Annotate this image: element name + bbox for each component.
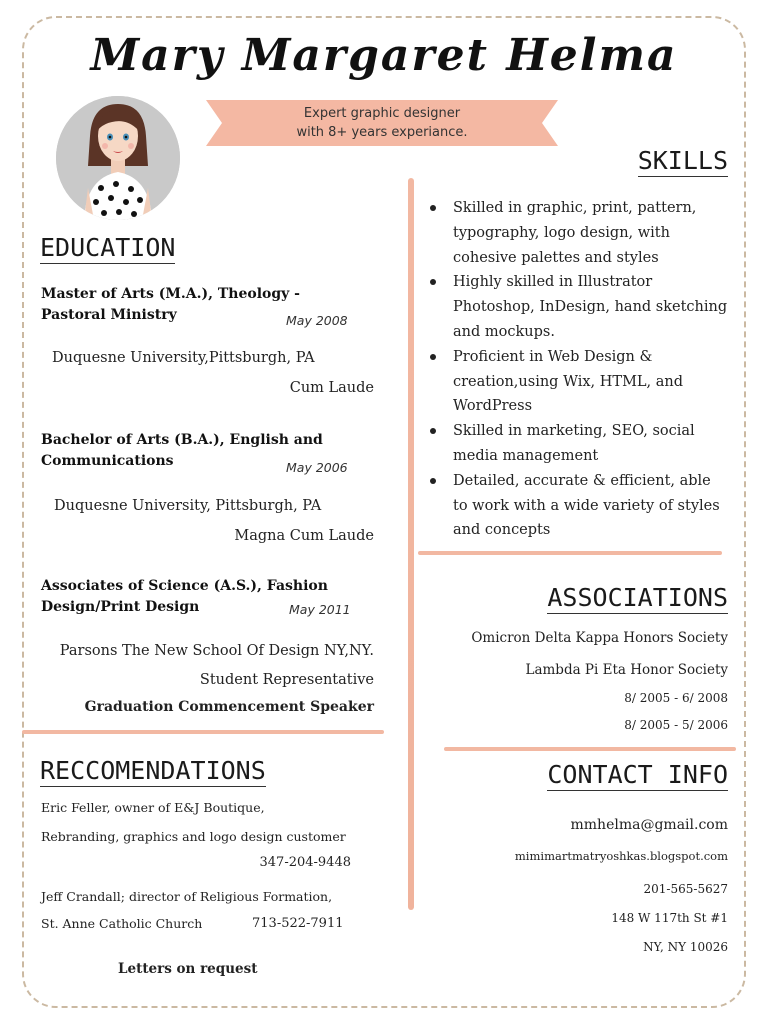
association-item: Lambda Pi Eta Honor Society xyxy=(525,662,728,678)
contact-title: CONTACT INFO xyxy=(547,760,728,789)
education-school: Parsons The New School Of Design NY,NY. xyxy=(59,643,374,659)
tagline-text xyxy=(206,104,558,142)
contact-address: 148 W 117th St #1 xyxy=(611,911,728,925)
degree-line: Bachelor of Arts (B.A.), English and xyxy=(41,432,323,448)
education-honor: Magna Cum Laude xyxy=(234,528,374,544)
associations-divider xyxy=(444,747,736,751)
skill-item: Proficient in Web Design & creation,using Wix, HTML, and WordPress xyxy=(428,345,728,419)
education-date: May 2011 xyxy=(289,602,351,617)
education-honor: Student Representative xyxy=(199,672,374,688)
degree-line: Communications xyxy=(41,453,174,469)
degree-line: Associates of Science (A.S.), Fashion xyxy=(41,578,328,594)
skill-item: Detailed, accurate & efficient, able to work with a wide variety of styles and concepts xyxy=(428,469,728,543)
education-title: EDUCATION xyxy=(40,233,176,262)
contact-phone: 201-565-5627 xyxy=(643,882,728,896)
education-school: Duquesne University,Pittsburgh, PA xyxy=(52,350,315,366)
skill-item: Skilled in marketing, SEO, social media management xyxy=(428,419,728,469)
degree-line: Pastoral Ministry xyxy=(41,307,177,323)
degree-line: Master of Arts (M.A.), Theology - xyxy=(41,286,300,302)
skill-item: Highly skilled in Illustrator Photoshop, InDesign, hand sketching and mockups. xyxy=(428,270,728,344)
education-extra: Graduation Commencement Speaker xyxy=(84,699,374,715)
tagline-line-2: with 8+ years experiance. xyxy=(296,125,468,140)
associations-title: ASSOCIATIONS xyxy=(547,583,728,612)
recommendation-phone: 713-522-7911 xyxy=(252,916,344,931)
education-degree xyxy=(41,576,328,618)
recommendation-line: Eric Feller, owner of E&J Boutique, xyxy=(41,800,265,815)
recommendation-line: Jeff Crandall; director of Religious Formation, xyxy=(41,889,333,904)
contact-blog[interactable]: mimimartmatryoshkas.blogspot.com xyxy=(514,849,728,863)
column-divider xyxy=(408,178,414,910)
contact-city: NY, NY 10026 xyxy=(643,940,728,954)
education-date: May 2006 xyxy=(286,460,348,475)
avatar-illustration xyxy=(56,96,180,220)
education-divider xyxy=(22,730,384,734)
contact-email[interactable]: mmhelma@gmail.com xyxy=(570,817,728,833)
avatar xyxy=(56,96,180,220)
recommendation-phone: 347-204-9448 xyxy=(259,855,351,870)
education-date: May 2008 xyxy=(286,313,348,328)
skills-divider xyxy=(418,551,722,555)
association-date: 8/ 2005 - 5/ 2006 xyxy=(624,718,728,732)
association-item: Omicron Delta Kappa Honors Society xyxy=(471,630,728,646)
skill-item: Skilled in graphic, print, pattern, typography, logo design, with cohesive palettes and styles xyxy=(428,196,728,270)
education-degree xyxy=(41,284,300,326)
tagline-ribbon xyxy=(206,97,558,149)
education-school: Duquesne University, Pittsburgh, PA xyxy=(54,498,322,514)
recommendations-title: RECCOMENDATIONS xyxy=(40,756,266,785)
resume-name: Mary Margaret Helma xyxy=(90,30,678,81)
letters-note: Letters on request xyxy=(118,961,258,977)
skills-title: SKILLS xyxy=(637,146,728,175)
skills-list xyxy=(428,196,728,543)
education-honor: Cum Laude xyxy=(289,380,374,396)
tagline-line-1: Expert graphic designer xyxy=(303,106,461,121)
recommendation-line: Rebranding, graphics and logo design customer xyxy=(41,829,346,844)
recommendation-line: St. Anne Catholic Church xyxy=(41,916,203,931)
association-date: 8/ 2005 - 6/ 2008 xyxy=(624,691,728,705)
degree-line: Design/Print Design xyxy=(41,599,200,615)
education-degree xyxy=(41,430,323,472)
